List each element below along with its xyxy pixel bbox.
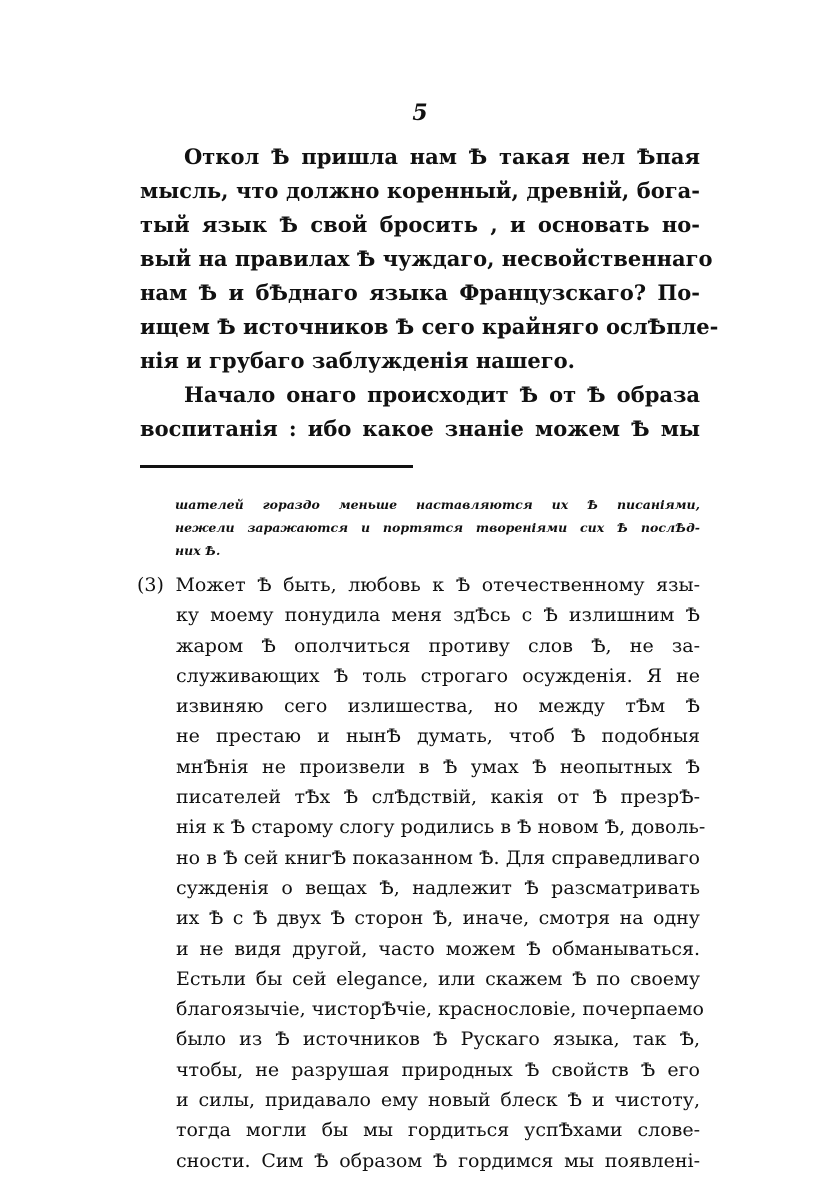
footnote-line: чтобы, не разрушая природных Ѣ свойств Ѣ его — [176, 1058, 700, 1081]
text-line: вый на правилах Ѣ чуждаго, несвойственнаго — [140, 246, 713, 271]
footnote-line: благоязычіе, чисторѢчіе, краснословіе, почерпаемо — [176, 998, 704, 1021]
footnote-line: ку моему понудила меня здѢсь с Ѣ излишним Ѣ — [176, 604, 700, 627]
footnote-line: сужденія о вещах Ѣ, надлежит Ѣ разсматривать — [176, 876, 700, 899]
footnote-3 — [137, 570, 706, 1176]
text-line: ищем Ѣ источников Ѣ сего крайняго ослѢпле- — [140, 314, 719, 339]
text-line: воспитанія : ибо какое знаніе можем Ѣ мы — [140, 416, 700, 441]
main-text — [140, 140, 719, 446]
footnote-line: тогда могли бы мы гордиться успѢхами слове- — [176, 1119, 700, 1142]
footnote-line: сности. Сим Ѣ образом Ѣ гордимся мы появлені- — [176, 1149, 700, 1172]
footnote-line: и не видя другой, часто можем Ѣ обманываться. — [176, 937, 700, 960]
text-line: Начало онаго происходит Ѣ от Ѣ образа — [184, 382, 700, 407]
footnote-line: но в Ѣ сей книгѢ показанном Ѣ. Для справедливаго — [176, 846, 700, 869]
footnote-line: нежели заражаются и портятся твореніями сих Ѣ послѢд- — [175, 520, 700, 535]
text-line: нія и грубаго заблужденія нашего. — [140, 348, 575, 373]
footnote-line: их Ѣ с Ѣ двух Ѣ сторон Ѣ, иначе, смотря на одну — [176, 907, 700, 930]
text-line: тый язык Ѣ свой бросить , и основать но- — [140, 212, 700, 237]
footnote-line: было из Ѣ источников Ѣ Рускаго языка, так Ѣ, — [176, 1028, 700, 1051]
footnote-line: шателей гораздо меньше наставляются их Ѣ писаніями, — [175, 497, 700, 512]
footnote-line: жаром Ѣ ополчиться противу слов Ѣ, не за- — [176, 634, 700, 657]
footnote-line: извиняю сего излишества, но между тѢм Ѣ — [176, 695, 700, 718]
footnote-line: служивающих Ѣ толь строгаго осужденія. Я не — [176, 664, 700, 687]
page-number: 5 — [412, 100, 428, 126]
footnote-line: них Ѣ. — [175, 543, 221, 558]
footnote-line: не престаю и нынѢ думать, чтоб Ѣ подобныя — [176, 725, 700, 748]
footnote-line: писателей тѢх Ѣ слѢдствій, какія от Ѣ презрѢ- — [176, 786, 700, 809]
text-line: Откол Ѣ пришла нам Ѣ такая нел Ѣпая — [184, 144, 700, 169]
text-line: нам Ѣ и бѢднаго языка Французскаго? По- — [140, 280, 700, 305]
footnote-line: мнѢнія не произвели в Ѣ умах Ѣ неопытных Ѣ — [176, 755, 700, 778]
footnote-continuation — [175, 493, 700, 562]
text-line: мысль, что должно коренный, древній, бога- — [140, 178, 700, 203]
footnote-line: Естьли бы сей elegance, или скажем Ѣ по своему — [176, 967, 700, 990]
footnote-line: нія к Ѣ старому слогу родились в Ѣ новом Ѣ, доволь- — [176, 816, 706, 839]
footnote-line: и силы, придавало ему новый блеск Ѣ и чистоту, — [176, 1089, 700, 1112]
footnote-line: (3) Может Ѣ быть, любовь к Ѣ отечественному язы- — [137, 574, 700, 596]
footnote-separator-rule — [140, 465, 413, 468]
